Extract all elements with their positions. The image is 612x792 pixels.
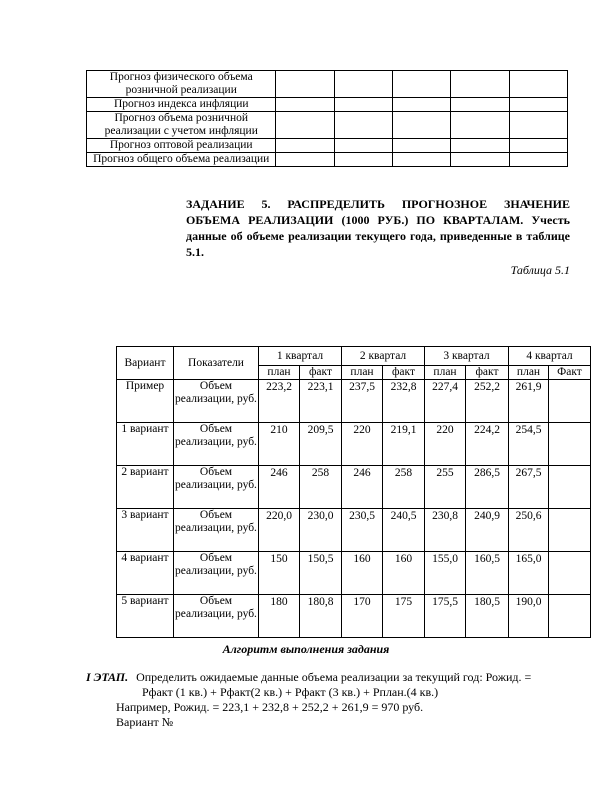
forecast-empty-cell: [393, 112, 451, 139]
value-cell: 261,9: [509, 380, 549, 423]
stage-1-line: [86, 670, 572, 685]
value-cell: 232,8: [383, 380, 425, 423]
value-cell: 250,6: [509, 509, 549, 552]
value-cell: [549, 380, 591, 423]
value-cell: 230,8: [425, 509, 466, 552]
variant-cell: 5 вариант: [117, 595, 174, 638]
value-cell: 219,1: [383, 423, 425, 466]
col-header-q4: 4 квартал: [509, 347, 591, 366]
sales-table: [116, 346, 591, 638]
subheader-cell: факт: [300, 366, 342, 380]
value-cell: 180,5: [466, 595, 509, 638]
value-cell: 209,5: [300, 423, 342, 466]
table-row: [117, 595, 591, 638]
forecast-row: [87, 112, 568, 139]
value-cell: 150: [259, 552, 300, 595]
value-cell: [549, 509, 591, 552]
value-cell: 223,2: [259, 380, 300, 423]
value-cell: 160: [342, 552, 383, 595]
forecast-empty-cell: [509, 98, 567, 112]
indicator-cell: Объем реализации, руб.: [174, 380, 259, 423]
value-cell: 227,4: [425, 380, 466, 423]
forecast-row-label: Прогноз объема розничной реализации с учетом инфляции: [87, 112, 276, 139]
indicator-cell: Объем реализации, руб.: [174, 423, 259, 466]
value-cell: 160: [383, 552, 425, 595]
forecast-empty-cell: [276, 71, 334, 98]
value-cell: 258: [300, 466, 342, 509]
value-cell: 223,1: [300, 380, 342, 423]
subheader-cell: план: [342, 366, 383, 380]
value-cell: 210: [259, 423, 300, 466]
variant-cell: 3 вариант: [117, 509, 174, 552]
value-cell: 240,9: [466, 509, 509, 552]
forecast-empty-cell: [393, 139, 451, 153]
col-header-q2: 2 квартал: [342, 347, 425, 366]
subheader-cell: факт: [383, 366, 425, 380]
variant-line: Вариант №: [116, 715, 174, 729]
value-cell: 220,0: [259, 509, 300, 552]
forecast-empty-cell: [451, 112, 509, 139]
forecast-empty-cell: [451, 153, 509, 167]
value-cell: 175,5: [425, 595, 466, 638]
forecast-row: [87, 139, 568, 153]
value-cell: 180: [259, 595, 300, 638]
forecast-empty-cell: [509, 139, 567, 153]
value-cell: 246: [259, 466, 300, 509]
algorithm-title: Алгоритм выполнения задания: [222, 642, 390, 656]
col-header-q1: 1 квартал: [259, 347, 342, 366]
variant-cell: Пример: [117, 380, 174, 423]
value-cell: 255: [425, 466, 466, 509]
forecast-row: [87, 98, 568, 112]
table-row: [117, 552, 591, 595]
value-cell: 230,5: [342, 509, 383, 552]
forecast-empty-cell: [393, 71, 451, 98]
value-cell: 230,0: [300, 509, 342, 552]
subheader-cell: факт: [466, 366, 509, 380]
value-cell: 180,8: [300, 595, 342, 638]
forecast-row-label: Прогноз индекса инфляции: [87, 98, 276, 112]
indicator-cell: Объем реализации, руб.: [174, 552, 259, 595]
example-line: Например, Рожид. = 223,1 + 232,8 + 252,2 + 261,9 = 970 руб.: [116, 700, 424, 714]
stage-text: Определить ожидаемые данные объема реализации за текущий год: Рожид. =: [136, 670, 532, 684]
value-cell: [549, 466, 591, 509]
table-row: [117, 423, 591, 466]
forecast-empty-cell: [509, 71, 567, 98]
stage-label: I ЭТАП.: [86, 670, 129, 684]
value-cell: [549, 552, 591, 595]
table-caption: Таблица 5.1: [510, 263, 570, 277]
value-cell: 170: [342, 595, 383, 638]
value-cell: 165,0: [509, 552, 549, 595]
value-cell: 246: [342, 466, 383, 509]
value-cell: 224,2: [466, 423, 509, 466]
variant-cell: 4 вариант: [117, 552, 174, 595]
forecast-row-label: Прогноз физического объема розничной реализации: [87, 71, 276, 98]
value-cell: 175: [383, 595, 425, 638]
forecast-empty-cell: [334, 112, 392, 139]
forecast-empty-cell: [276, 98, 334, 112]
stage-formula: Рфакт (1 кв.) + Рфакт(2 кв.) + Рфакт (3 кв.) + Рплан.(4 кв.): [142, 685, 439, 699]
forecast-empty-cell: [451, 71, 509, 98]
table-row: [117, 466, 591, 509]
value-cell: 267,5: [509, 466, 549, 509]
value-cell: 240,5: [383, 509, 425, 552]
value-cell: 220: [425, 423, 466, 466]
forecast-empty-cell: [276, 153, 334, 167]
forecast-empty-cell: [393, 153, 451, 167]
indicator-cell: Объем реализации, руб.: [174, 595, 259, 638]
value-cell: 190,0: [509, 595, 549, 638]
value-cell: 258: [383, 466, 425, 509]
col-header-q3: 3 квартал: [425, 347, 509, 366]
forecast-empty-cell: [509, 112, 567, 139]
value-cell: [549, 595, 591, 638]
forecast-empty-cell: [334, 98, 392, 112]
forecast-empty-cell: [334, 139, 392, 153]
stage-1: [86, 670, 572, 730]
value-cell: 286,5: [466, 466, 509, 509]
forecast-table: [86, 70, 568, 167]
value-cell: 150,5: [300, 552, 342, 595]
subheader-cell: Факт: [549, 366, 591, 380]
forecast-row-label: Прогноз оптовой реализации: [87, 139, 276, 153]
table-row: [117, 380, 591, 423]
value-cell: 160,5: [466, 552, 509, 595]
forecast-empty-cell: [334, 153, 392, 167]
forecast-row: [87, 71, 568, 98]
forecast-empty-cell: [276, 112, 334, 139]
value-cell: [549, 423, 591, 466]
forecast-empty-cell: [451, 139, 509, 153]
indicator-cell: Объем реализации, руб.: [174, 509, 259, 552]
variant-cell: 1 вариант: [117, 423, 174, 466]
forecast-empty-cell: [334, 71, 392, 98]
value-cell: 155,0: [425, 552, 466, 595]
col-header-variant: Вариант: [117, 347, 174, 380]
forecast-empty-cell: [509, 153, 567, 167]
subheader-cell: план: [509, 366, 549, 380]
value-cell: 252,2: [466, 380, 509, 423]
task-5-text: ЗАДАНИЕ 5. РАСПРЕДЕЛИТЬ ПРОГНОЗНОЕ ЗНАЧЕНИЕ ОБЪЕМА РЕАЛИЗАЦИИ (1000 РУБ.) ПО КВАРТАЛАМ. Учесть данные об объеме реализации текущего года, приведенные в таблице 5.1.: [186, 197, 570, 259]
col-header-indicator: Показатели: [174, 347, 259, 380]
indicator-cell: Объем реализации, руб.: [174, 466, 259, 509]
subheader-cell: план: [259, 366, 300, 380]
value-cell: 237,5: [342, 380, 383, 423]
variant-cell: 2 вариант: [117, 466, 174, 509]
forecast-row: [87, 153, 568, 167]
value-cell: 254,5: [509, 423, 549, 466]
subheader-cell: план: [425, 366, 466, 380]
table-row: [117, 509, 591, 552]
forecast-empty-cell: [451, 98, 509, 112]
forecast-empty-cell: [393, 98, 451, 112]
value-cell: 220: [342, 423, 383, 466]
forecast-empty-cell: [276, 139, 334, 153]
forecast-row-label: Прогноз общего объема реализации: [87, 153, 276, 167]
